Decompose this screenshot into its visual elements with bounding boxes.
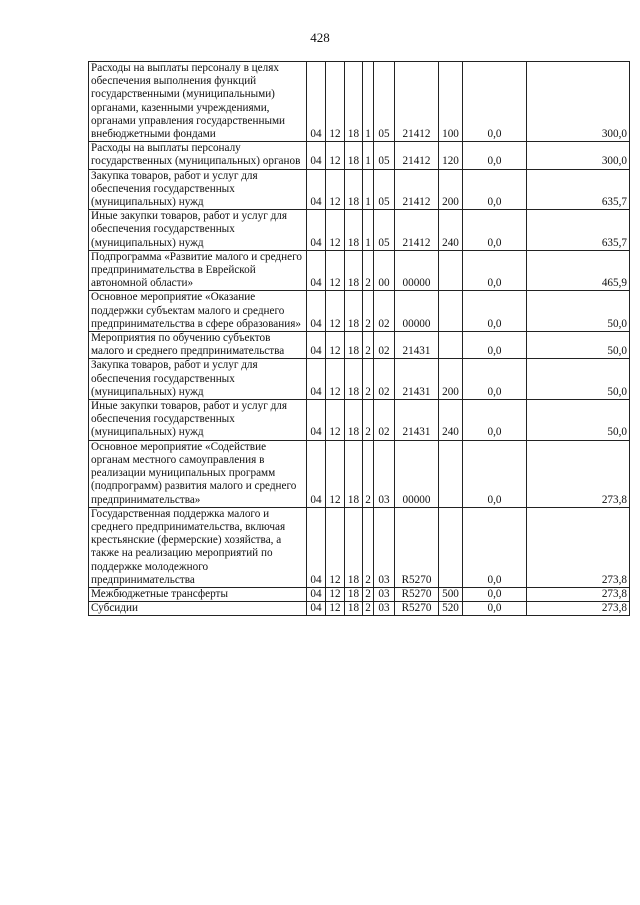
expense-type-code: 240 [439, 400, 463, 441]
amount-col-1: 0,0 [463, 602, 527, 616]
direction-code: 21412 [395, 210, 439, 251]
amount-col-1: 0,0 [463, 587, 527, 601]
amount-col-2: 635,7 [527, 210, 630, 251]
expense-type-code: 120 [439, 142, 463, 169]
event-code: 02 [374, 332, 395, 359]
amount-col-2: 300,0 [527, 62, 630, 142]
subsection-code: 12 [326, 291, 345, 332]
amount-col-2: 635,7 [527, 169, 630, 210]
table-row [89, 587, 630, 601]
direction-code: 21412 [395, 142, 439, 169]
subsection-code: 12 [326, 210, 345, 251]
event-code: 02 [374, 291, 395, 332]
expense-type-code [439, 507, 463, 587]
expense-type-code: 500 [439, 587, 463, 601]
event-code: 03 [374, 602, 395, 616]
event-code: 00 [374, 250, 395, 291]
amount-col-1: 0,0 [463, 62, 527, 142]
subsection-code: 12 [326, 400, 345, 441]
amount-col-1: 0,0 [463, 400, 527, 441]
table-row [89, 359, 630, 400]
amount-col-1: 0,0 [463, 332, 527, 359]
subprogram-code: 2 [363, 440, 374, 507]
section-code: 04 [307, 400, 326, 441]
row-name: Межбюджетные трансферты [89, 587, 307, 601]
amount-col-2: 300,0 [527, 142, 630, 169]
row-name: Основное мероприятие «Оказание поддержки субъектам малого и среднего предпринимательства в сфере образования» [89, 291, 307, 332]
page-number: 428 [310, 30, 330, 45]
table-row [89, 332, 630, 359]
subsection-code: 12 [326, 507, 345, 587]
program-code: 18 [345, 440, 363, 507]
program-code: 18 [345, 602, 363, 616]
expense-type-code [439, 332, 463, 359]
subsection-code: 12 [326, 142, 345, 169]
event-code: 03 [374, 440, 395, 507]
row-name: Закупка товаров, работ и услуг для обеспечения государственных (муниципальных) нужд [89, 359, 307, 400]
amount-col-2: 273,8 [527, 602, 630, 616]
row-name: Основное мероприятие «Содействие органам местного самоуправления в реализации муниципальных программ (подпрограмм) развития малого и среднего предпринимательства» [89, 440, 307, 507]
event-code: 03 [374, 507, 395, 587]
subsection-code: 12 [326, 62, 345, 142]
subsection-code: 12 [326, 587, 345, 601]
amount-col-1: 0,0 [463, 359, 527, 400]
subprogram-code: 2 [363, 359, 374, 400]
direction-code: 00000 [395, 440, 439, 507]
subprogram-code: 1 [363, 210, 374, 251]
subprogram-code: 2 [363, 250, 374, 291]
amount-col-1: 0,0 [463, 507, 527, 587]
subsection-code: 12 [326, 359, 345, 400]
budget-table [88, 61, 630, 616]
amount-col-1: 0,0 [463, 169, 527, 210]
event-code: 02 [374, 400, 395, 441]
event-code: 05 [374, 169, 395, 210]
amount-col-2: 273,8 [527, 587, 630, 601]
program-code: 18 [345, 169, 363, 210]
row-name: Субсидии [89, 602, 307, 616]
amount-col-2: 465,9 [527, 250, 630, 291]
expense-type-code: 200 [439, 169, 463, 210]
table-row [89, 440, 630, 507]
direction-code: 00000 [395, 291, 439, 332]
direction-code: 21431 [395, 400, 439, 441]
direction-code: 00000 [395, 250, 439, 291]
subprogram-code: 2 [363, 332, 374, 359]
subprogram-code: 2 [363, 291, 374, 332]
section-code: 04 [307, 587, 326, 601]
program-code: 18 [345, 250, 363, 291]
event-code: 05 [374, 62, 395, 142]
section-code: 04 [307, 291, 326, 332]
table-row [89, 210, 630, 251]
amount-col-1: 0,0 [463, 250, 527, 291]
event-code: 02 [374, 359, 395, 400]
amount-col-2: 273,8 [527, 440, 630, 507]
amount-col-2: 273,8 [527, 507, 630, 587]
table-row [89, 291, 630, 332]
section-code: 04 [307, 210, 326, 251]
table-row [89, 62, 630, 142]
program-code: 18 [345, 210, 363, 251]
amount-col-1: 0,0 [463, 210, 527, 251]
event-code: 05 [374, 142, 395, 169]
amount-col-2: 50,0 [527, 332, 630, 359]
subsection-code: 12 [326, 332, 345, 359]
direction-code: 21412 [395, 169, 439, 210]
row-name: Расходы на выплаты персоналу государственных (муниципальных) органов [89, 142, 307, 169]
direction-code: R5270 [395, 587, 439, 601]
row-name: Иные закупки товаров, работ и услуг для обеспечения государственных (муниципальных) нужд [89, 400, 307, 441]
amount-col-1: 0,0 [463, 440, 527, 507]
direction-code: R5270 [395, 602, 439, 616]
amount-col-1: 0,0 [463, 291, 527, 332]
row-name: Иные закупки товаров, работ и услуг для обеспечения государственных (муниципальных) нужд [89, 210, 307, 251]
subprogram-code: 2 [363, 602, 374, 616]
row-name: Расходы на выплаты персоналу в целях обеспечения выполнения функций государственными (муниципальными) органами, казенными учреждениями, органами управления государственными внебюджетными фондами [89, 62, 307, 142]
program-code: 18 [345, 291, 363, 332]
program-code: 18 [345, 400, 363, 441]
subsection-code: 12 [326, 440, 345, 507]
event-code: 05 [374, 210, 395, 251]
expense-type-code [439, 440, 463, 507]
subsection-code: 12 [326, 250, 345, 291]
subsection-code: 12 [326, 602, 345, 616]
expense-type-code: 240 [439, 210, 463, 251]
program-code: 18 [345, 142, 363, 169]
program-code: 18 [345, 62, 363, 142]
program-code: 18 [345, 507, 363, 587]
table-row [89, 602, 630, 616]
direction-code: 21412 [395, 62, 439, 142]
direction-code: 21431 [395, 332, 439, 359]
section-code: 04 [307, 142, 326, 169]
amount-col-2: 50,0 [527, 400, 630, 441]
amount-col-2: 50,0 [527, 291, 630, 332]
section-code: 04 [307, 62, 326, 142]
subprogram-code: 1 [363, 142, 374, 169]
direction-code: 21431 [395, 359, 439, 400]
table-row [89, 169, 630, 210]
subprogram-code: 2 [363, 507, 374, 587]
section-code: 04 [307, 250, 326, 291]
row-name: Мероприятия по обучению субъектов малого и среднего предпринимательства [89, 332, 307, 359]
program-code: 18 [345, 359, 363, 400]
expense-type-code: 100 [439, 62, 463, 142]
row-name: Государственная поддержка малого и среднего предпринимательства, включая крестьянские (фермерские) хозяйства, а также на реализацию мероприятий по поддержке молодежного предпринимательства [89, 507, 307, 587]
direction-code: R5270 [395, 507, 439, 587]
subprogram-code: 1 [363, 169, 374, 210]
section-code: 04 [307, 440, 326, 507]
amount-col-2: 50,0 [527, 359, 630, 400]
table-row [89, 250, 630, 291]
section-code: 04 [307, 359, 326, 400]
section-code: 04 [307, 332, 326, 359]
subprogram-code: 2 [363, 400, 374, 441]
program-code: 18 [345, 587, 363, 601]
subsection-code: 12 [326, 169, 345, 210]
section-code: 04 [307, 169, 326, 210]
section-code: 04 [307, 507, 326, 587]
amount-col-1: 0,0 [463, 142, 527, 169]
row-name: Подпрограмма «Развитие малого и среднего предпринимательства в Еврейской автономной области» [89, 250, 307, 291]
expense-type-code [439, 291, 463, 332]
subprogram-code: 2 [363, 587, 374, 601]
expense-type-code: 200 [439, 359, 463, 400]
event-code: 03 [374, 587, 395, 601]
section-code: 04 [307, 602, 326, 616]
subprogram-code: 1 [363, 62, 374, 142]
expense-type-code [439, 250, 463, 291]
table-row [89, 400, 630, 441]
table-row [89, 142, 630, 169]
table-row [89, 507, 630, 587]
program-code: 18 [345, 332, 363, 359]
row-name: Закупка товаров, работ и услуг для обеспечения государственных (муниципальных) нужд [89, 169, 307, 210]
expense-type-code: 520 [439, 602, 463, 616]
